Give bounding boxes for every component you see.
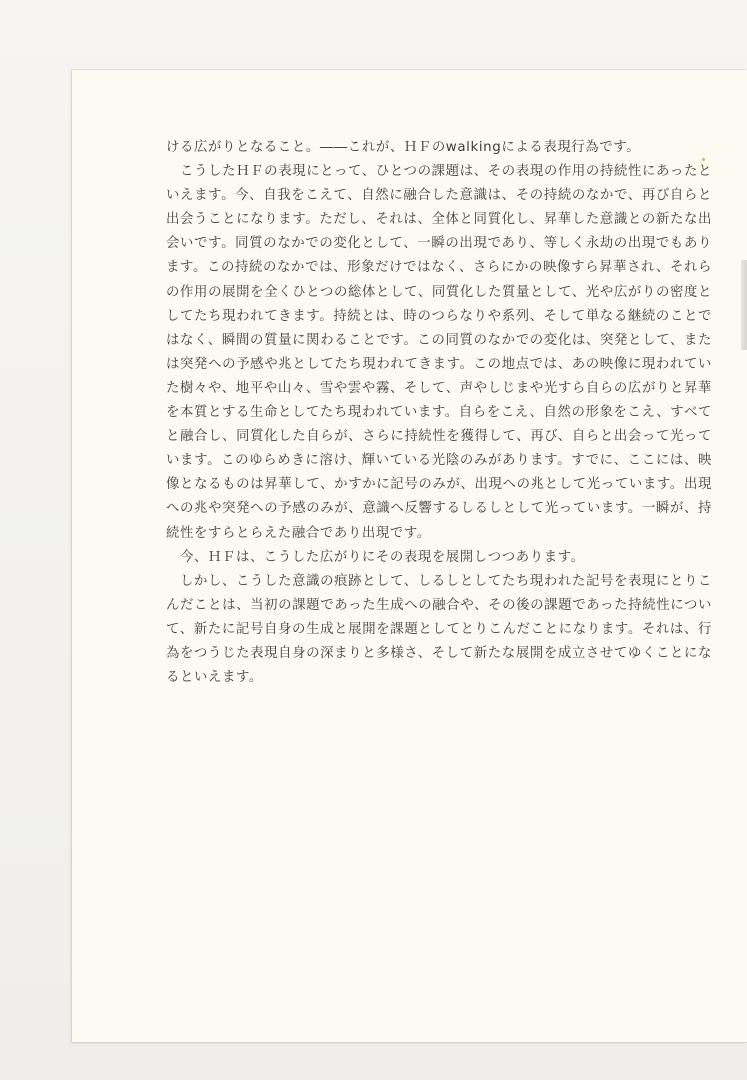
paragraph-4: しかし、こうした意識の痕跡として、しるしとしてたち現われた記号を表現にとりこんだことは、当初の課題であった生成への融合や、その後の課題であった持続性について、新たに記号自身の生成と展開を課題としてとりこんだことになります。それは、行為をつうじた表現自身の深まりと多様さ、そして新たな展開を成立させてゆくことになるといえます。 [166,573,712,686]
body-text [166,136,712,690]
paragraph-3: 今、ＨＦは、こうした広がりにその表現を展開しつつあります。 [166,549,585,565]
document-page [72,70,747,1042]
paragraph-1: ける広がりとなること。――これが、ＨＦのwalkingによる表現行為です。 [166,140,641,155]
page-edge-shadow [741,260,747,350]
paragraph-2: こうしたＨＦの表現にとって、ひとつの課題は、その表現の作用の持続性にあったといえます。今、自我をこえて、自然に融合した意識は、その持続のなかで、再び自らと出会うことになります。ただし、それは、全体と同質化し、昇華した意識との新たな出会いです。同質のなかでの変化として、一瞬の出現であり、等しく永劫の出現でもあります。この持続のなかでは、形象だけではなく、さらにかの映像すら昇華され、それらの作用の展開を全くひとつの総体として、同質化した質量として、光や広がりの密度としてたち現われてきます。持続とは、時のつらなりや系列、そして単なる継続のことではなく、瞬間の質量に関わることです。この同質のなかでの変化は、突発として、または突発への予感や兆としてたち現われてきます。この地点では、あの映像に現われていた樹々や、地平や山々、雪や雲や霧、そして、声やしじまや光すら自らの広がりと昇華を本質とする生命としてたち現われています。自らをこえ、自然の形象をこえ、すべてと融合し、同質化した自らが、さらに持続性を獲得して、再び、自らと出会って光っています。このゆらめきに溶け、輝いている光陰のみがあります。すでに、ここには、映像となるものは昇華して、かすかに記号のみが、出現への兆として光っています。出現への兆や突発への予感のみが、意識へ反響するしるしとして光っています。一瞬が、持続性をすらとらえた融合であり出現です。 [166,164,712,541]
